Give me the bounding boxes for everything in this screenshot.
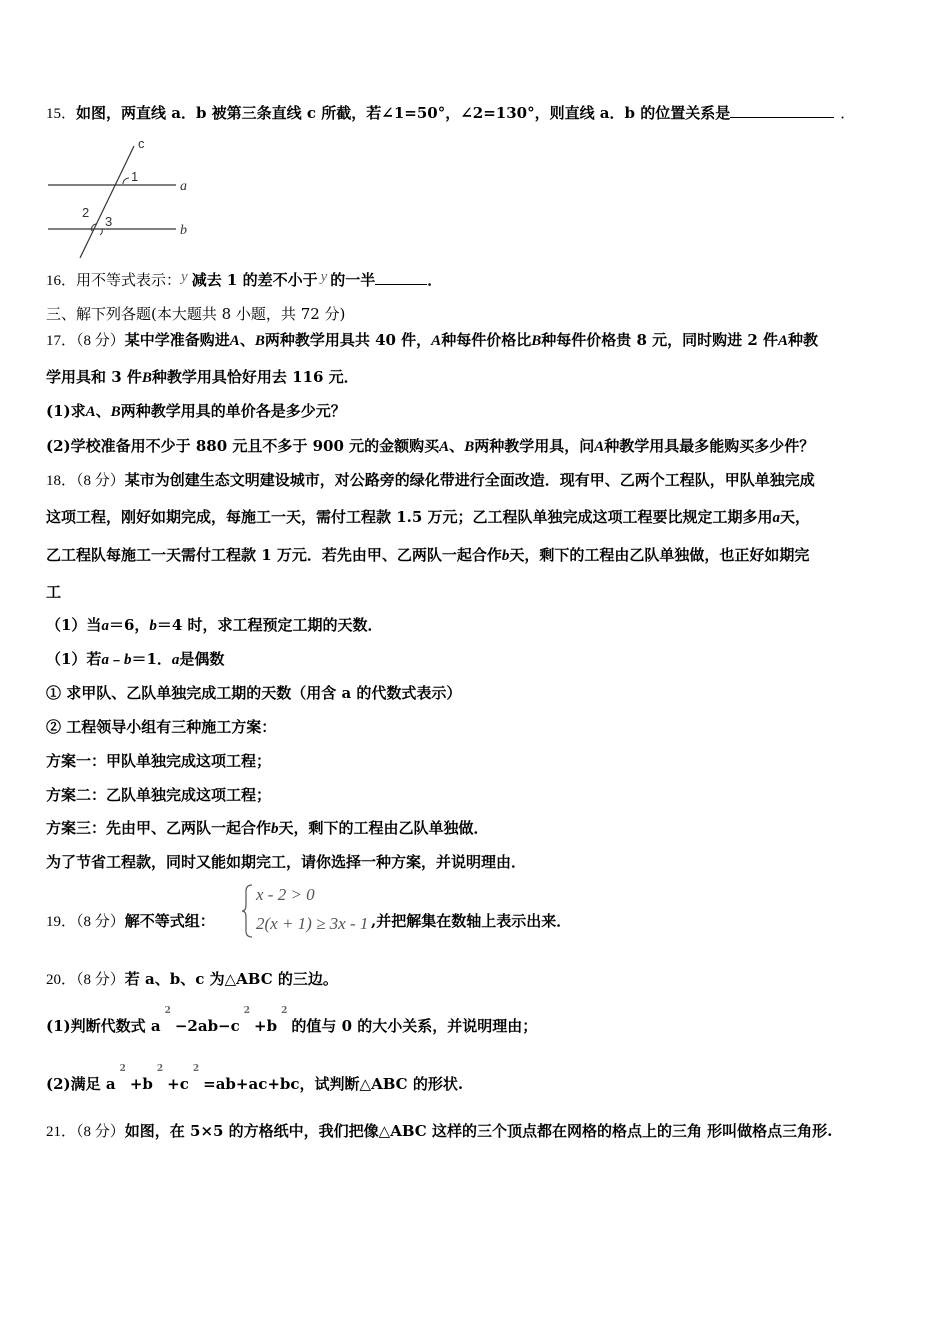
label-angle-1: 1 — [131, 169, 139, 184]
q19-text: 19．（8 分）解不等式组： — [46, 912, 215, 930]
q18-last: 为了节省工程款，同时又能如期完工，请你选择一种方案，并说明理由． — [46, 853, 527, 871]
q15-text: 15．如图，两直线 a．b 被第三条直线 c 所截，若∠1=50°，∠2=130°，则直线 a．b 的位置关系是 ． — [46, 104, 856, 122]
answer-blank — [375, 270, 427, 285]
line-c — [80, 146, 134, 258]
label-b: b — [180, 223, 187, 238]
system-brace — [240, 883, 256, 939]
angle-1-arc — [123, 178, 129, 184]
q17-part2: (2)学校准备用不少于 880 元且不多于 900 元的金额购买A、B两种教学用具，问A种教学用具最多能购买多少件？ — [46, 437, 815, 455]
q17-part1: (1)求A、B两种教学用具的单价各是多少元？ — [46, 402, 346, 420]
q21-text: 21．（8 分）如图，在 5×5 的方格纸中，我们把像△ABC 这样的三个顶点都在网格的格点上的三角 形叫做格点三角形. — [46, 1122, 833, 1140]
parallel-lines-figure — [40, 132, 210, 262]
answer-blank — [730, 103, 834, 118]
q18-part2: （1）若a﹣b＝1．a是偶数 — [46, 650, 225, 668]
q18-sub2: ② 工程领导小组有三种施工方案： — [46, 718, 277, 736]
label-c: c — [138, 136, 145, 151]
q18-sub1: ① 求甲队、乙队单独完成工期的天数（用含 a 的代数式表示） — [46, 684, 462, 702]
inequality-1: x - 2 > 0 — [256, 885, 315, 904]
q17-line1: 17．（8 分）某中学准备购进A、B两种教学用具共 40 件，A种每件价格比B种每件价格贵 8 元，同时购进 2 件A种教 — [46, 331, 819, 349]
label-a: a — [180, 179, 187, 194]
q18-line4: 工 — [46, 583, 62, 601]
question-number: 15． — [46, 106, 77, 122]
q20-intro: 20．（8 分）若 a、b、c 为△ABC 的三边。 — [46, 970, 338, 988]
q18-plan3: 方案三：先由甲、乙两队一起合作b天，剩下的工程由乙队单独做． — [46, 819, 489, 837]
q18-line3: 乙工程队每施工一天需付工程款 1 万元．若先由甲、乙两队一起合作b天，剩下的工程由乙队单独做，也正好如期完 — [46, 546, 810, 564]
inequality-2: 2(x + 1) ≥ 3x - 1 — [256, 914, 369, 933]
section-heading: 三、解下列各题(本大题共 8 小题，共 72 分) — [46, 305, 346, 323]
q18-line1: 18．（8 分）某市为创建生态文明建设城市，对公路旁的绿化带进行全面改造．现有甲、乙两个工程队，甲队单独完成 — [46, 471, 815, 489]
angle-3-arc — [100, 229, 102, 235]
q19-tail: ,并把解集在数轴上表示出来． — [371, 912, 572, 930]
q17-line2: 学用具和 3 件B种教学用具恰好用去 116 元． — [46, 368, 359, 386]
q18-line2: 这项工程，刚好如期完成，每施工一天，需付工程款 1.5 万元；乙工程队单独完成这项工程要比规定工期多用a天， — [46, 508, 811, 526]
q20-part2: (2)满足 $a^2+b^2+c^2=ab+ac+bc$，试判断△ABC 的形状. — [46, 1064, 464, 1093]
q16-text: 16．用不等式表示：y 减去 1 的差不小于 y 的一半 ． — [46, 269, 443, 289]
label-angle-2: 2 — [82, 205, 90, 220]
q20-part1: (1)判断代数式 $a^2-2ab-c^2+b^2$的值与 0 的大小关系，并说明理由； — [46, 1006, 538, 1035]
q18-plan2: 方案二：乙队单独完成这项工程； — [46, 786, 272, 804]
q18-part1: （1）当a＝6，b＝4 时，求工程预定工期的天数． — [46, 616, 383, 634]
label-angle-3: 3 — [105, 214, 113, 229]
q18-plan1: 方案一：甲队单独完成这项工程； — [46, 752, 272, 770]
